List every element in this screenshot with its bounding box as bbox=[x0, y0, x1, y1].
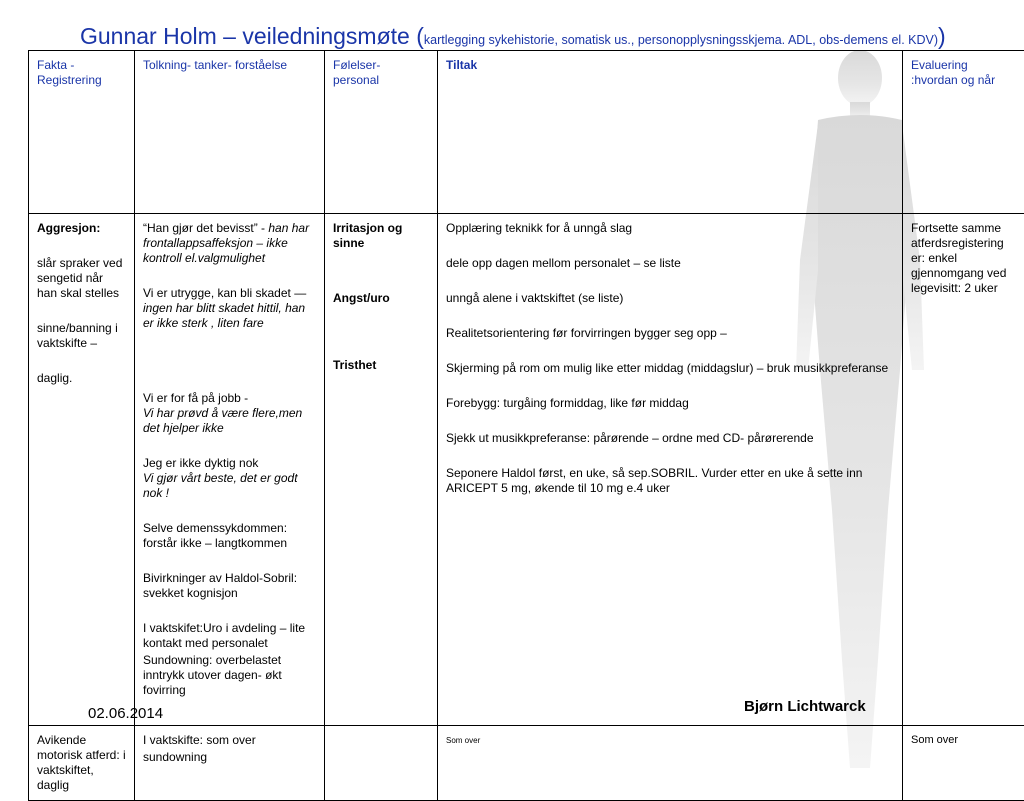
footer-author: Bjørn Lichtwarck bbox=[744, 698, 866, 715]
header-row bbox=[29, 51, 1024, 214]
fakta-cell bbox=[29, 214, 135, 726]
header-folelser: Følelser- personal bbox=[325, 51, 438, 214]
title-main: Gunnar Holm – veiledningsmøte ( bbox=[80, 23, 424, 49]
header-tiltak: Tiltak bbox=[438, 51, 903, 214]
feeling-item: Angst/uro bbox=[333, 291, 429, 306]
tolkning-item: Bivirkninger av Haldol-Sobril: svekket kognisjon bbox=[143, 571, 316, 601]
tolkning-item bbox=[143, 456, 316, 501]
spacer bbox=[143, 351, 316, 391]
tolkning-reflection: Vi gjør vårt beste, det er godt nok ! bbox=[143, 471, 298, 500]
title-close-paren: ) bbox=[938, 23, 946, 49]
last-tolkning-text: I vaktskifte: som over bbox=[143, 733, 316, 748]
tiltak-item: Forebygg: turgåing formiddag, like før middag bbox=[446, 396, 894, 411]
tolkning-reflection: han har frontallappsaffeksjon – ikke kontroll el.valgmulighet bbox=[143, 221, 309, 265]
tiltak-item: Realitetsorientering før forvirringen bygger seg opp – bbox=[446, 326, 894, 341]
tolkning-text: Jeg er ikke dyktig nok bbox=[143, 456, 258, 470]
fakta-text: slår spraker ved sengetid når han skal stelles bbox=[37, 256, 126, 301]
tolkning-cell bbox=[135, 214, 325, 726]
tolkning-reflection: Vi har prøvd å være flere,men det hjelper ikke bbox=[143, 406, 302, 435]
tiltak-item: unngå alene i vaktskiftet (se liste) bbox=[446, 291, 894, 306]
last-fakta-cell: Avikende motorisk atferd: i vaktskiftet, daglig bbox=[29, 726, 135, 801]
tiltak-cell bbox=[438, 214, 903, 726]
fakta-text: daglig. bbox=[37, 371, 126, 386]
last-tiltak-cell: Som over bbox=[438, 726, 903, 801]
tolkning-item bbox=[143, 221, 316, 266]
tolkning-item bbox=[143, 286, 316, 331]
care-plan-table bbox=[28, 50, 1024, 801]
motor-behavior-row bbox=[29, 726, 1024, 801]
fakta-text: sinne/banning i vaktskifte – bbox=[37, 321, 126, 351]
header-fakta: Fakta - Registrering bbox=[29, 51, 135, 214]
folelser-cell bbox=[325, 214, 438, 726]
header-evaluering: Evaluering :hvordan og når bbox=[903, 51, 1024, 214]
tolkning-item: I vaktskifet:Uro i avdeling – lite kontakt med personalet bbox=[143, 621, 316, 651]
footer-date: 02.06.2014 bbox=[88, 705, 163, 722]
tolkning-item: Sundowning: overbelastet inntrykk utover dagen- økt fovirring bbox=[143, 653, 316, 698]
feeling-item: Tristhet bbox=[333, 358, 429, 373]
evaluering-cell: Fortsette samme atferdsregistering er: enkel gjennomgang ved legevisitt: 2 uker bbox=[903, 214, 1024, 726]
tiltak-item: Opplæring teknikk for å unngå slag bbox=[446, 221, 894, 236]
title-subtitle: kartlegging sykehistorie, somatisk us., personopplysningsskjema. ADL, obs-demens el. KDV) bbox=[424, 33, 938, 47]
tiltak-item: dele opp dagen mellom personalet – se liste bbox=[446, 256, 894, 271]
header-tolkning: Tolkning- tanker- forståelse bbox=[135, 51, 325, 214]
aggression-row bbox=[29, 214, 1024, 726]
tolkning-item bbox=[143, 391, 316, 436]
last-tolkning-cell bbox=[135, 726, 325, 801]
tiltak-item: Skjerming på rom om mulig like etter middag (middagslur) – bruk musikkpreferanse bbox=[446, 361, 894, 376]
fakta-heading: Aggresjon: bbox=[37, 221, 126, 236]
last-evaluering-cell: Som over bbox=[903, 726, 1024, 801]
tolkning-text: Vi er utrygge, kan bli skadet — bbox=[143, 286, 306, 300]
tolkning-item: Selve demenssykdommen: forstår ikke – langtkommen bbox=[143, 521, 316, 551]
tiltak-item: Seponere Haldol først, en uke, så sep.SOBRIL. Vurder etter en uke å sette inn ARICEPT 5 mg, økende til 10 mg e.4 uker bbox=[446, 466, 894, 496]
tolkning-reflection: ingen har blitt skadet hittil, han er ikke sterk , liten fare bbox=[143, 301, 305, 330]
tolkning-text: “Han gjør det bevisst” - bbox=[143, 221, 268, 235]
tolkning-text: Vi er for få på jobb - bbox=[143, 391, 248, 405]
last-folelser-cell bbox=[325, 726, 438, 801]
feeling-item: Irritasjon og sinne bbox=[333, 221, 429, 251]
tiltak-item: Sjekk ut musikkpreferanse: pårørende – ordne med CD- pårørerende bbox=[446, 431, 894, 446]
last-tolkning-text: sundowning bbox=[143, 750, 316, 765]
